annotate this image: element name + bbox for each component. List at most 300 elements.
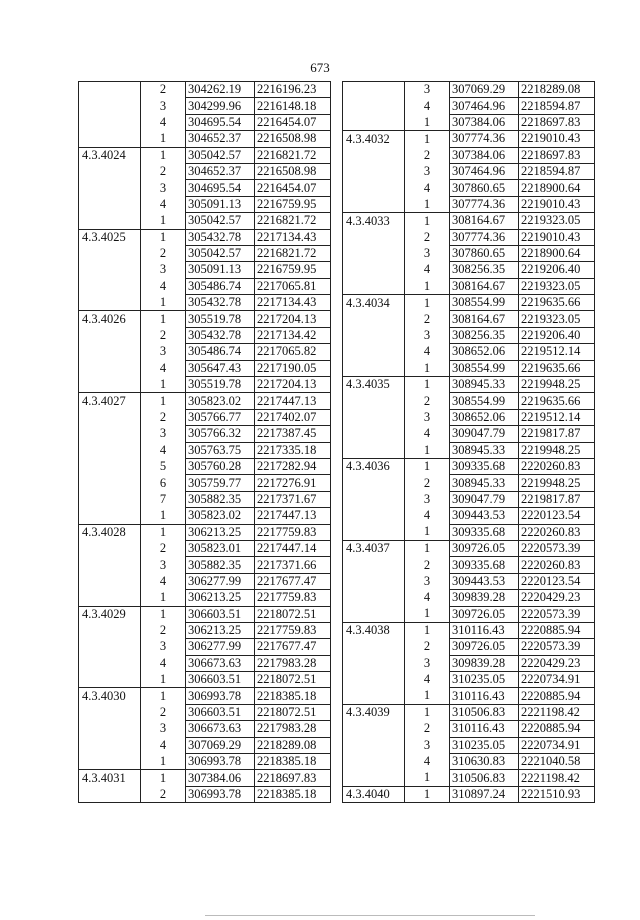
x-coordinate-cell: 308945.33: [450, 377, 519, 393]
x-coordinate-cell: 310116.43: [450, 688, 519, 704]
table-row: [79, 606, 331, 622]
table-row: [79, 491, 331, 507]
table-row: [343, 590, 595, 606]
point-number-cell: 4: [405, 672, 450, 688]
y-coordinate-cell: 2218900.64: [519, 245, 595, 261]
point-number-cell: 1: [405, 131, 450, 147]
point-number-cell: 2: [405, 147, 450, 163]
point-number-cell: 3: [141, 557, 186, 573]
x-coordinate-cell: 309443.53: [450, 508, 519, 524]
x-coordinate-cell: 305823.02: [186, 393, 255, 409]
y-coordinate-cell: 2219635.66: [519, 393, 595, 409]
parcel-id-cell: 4.3.4034: [343, 295, 405, 311]
table-row: [79, 442, 331, 458]
y-coordinate-cell: 2220885.94: [519, 622, 595, 638]
point-number-cell: 3: [141, 639, 186, 655]
point-number-cell: 3: [141, 344, 186, 360]
x-coordinate-cell: 308945.33: [450, 475, 519, 491]
y-coordinate-cell: 2218072.51: [255, 672, 331, 688]
point-number-cell: 3: [405, 163, 450, 179]
y-coordinate-cell: 2218385.18: [255, 688, 331, 704]
y-coordinate-cell: 2217677.47: [255, 573, 331, 589]
y-coordinate-cell: 2219323.05: [519, 278, 595, 294]
parcel-id-cell: [79, 344, 141, 360]
y-coordinate-cell: 2216821.72: [255, 245, 331, 261]
table-row: [343, 245, 595, 261]
table-row: [79, 131, 331, 147]
y-coordinate-cell: 2218900.64: [519, 180, 595, 196]
y-coordinate-cell: 2217387.45: [255, 426, 331, 442]
parcel-id-cell: 4.3.4037: [343, 540, 405, 556]
y-coordinate-cell: 2217983.28: [255, 655, 331, 671]
y-coordinate-cell: 2220573.39: [519, 540, 595, 556]
parcel-id-cell: [79, 163, 141, 179]
point-number-cell: 3: [141, 262, 186, 278]
point-number-cell: 2: [405, 557, 450, 573]
x-coordinate-cell: 305091.13: [186, 196, 255, 212]
y-coordinate-cell: 2217677.47: [255, 639, 331, 655]
table-row: [343, 426, 595, 442]
y-coordinate-cell: 2216454.07: [255, 114, 331, 130]
parcel-id-cell: [343, 163, 405, 179]
parcel-id-cell: [343, 524, 405, 540]
parcel-id-cell: 4.3.4031: [79, 770, 141, 786]
point-number-cell: 1: [405, 278, 450, 294]
point-number-cell: 4: [141, 442, 186, 458]
y-coordinate-cell: 2219817.87: [519, 491, 595, 507]
parcel-id-cell: [343, 426, 405, 442]
parcel-id-cell: [343, 475, 405, 491]
y-coordinate-cell: 2216821.72: [255, 147, 331, 163]
x-coordinate-cell: 308652.06: [450, 344, 519, 360]
y-coordinate-cell: 2217282.94: [255, 458, 331, 474]
point-number-cell: 1: [141, 524, 186, 540]
y-coordinate-cell: 2220734.91: [519, 672, 595, 688]
table-row: [343, 540, 595, 556]
y-coordinate-cell: 2219010.43: [519, 131, 595, 147]
parcel-id-cell: [79, 196, 141, 212]
point-number-cell: 1: [405, 377, 450, 393]
parcel-id-cell: 4.3.4038: [343, 622, 405, 638]
y-coordinate-cell: 2220573.39: [519, 606, 595, 622]
point-number-cell: 1: [141, 754, 186, 770]
y-coordinate-cell: 2216196.23: [255, 82, 331, 98]
table-row: [79, 393, 331, 409]
y-coordinate-cell: 2220260.83: [519, 557, 595, 573]
point-number-cell: 1: [405, 524, 450, 540]
x-coordinate-cell: 307774.36: [450, 196, 519, 212]
table-row: [79, 524, 331, 540]
point-number-cell: 1: [405, 196, 450, 212]
table-row: [343, 704, 595, 720]
y-coordinate-cell: 2217134.42: [255, 327, 331, 343]
y-coordinate-cell: 2219512.14: [519, 344, 595, 360]
table-row: [79, 278, 331, 294]
x-coordinate-cell: 307069.29: [450, 82, 519, 98]
parcel-id-cell: 4.3.4039: [343, 704, 405, 720]
parcel-id-cell: [79, 557, 141, 573]
parcel-id-cell: 4.3.4030: [79, 688, 141, 704]
parcel-id-cell: [79, 409, 141, 425]
y-coordinate-cell: 2218072.51: [255, 704, 331, 720]
point-number-cell: 3: [141, 721, 186, 737]
table-row: [79, 213, 331, 229]
x-coordinate-cell: 305042.57: [186, 213, 255, 229]
page-number: 673: [310, 60, 330, 75]
point-number-cell: 2: [141, 622, 186, 638]
x-coordinate-cell: 306603.51: [186, 672, 255, 688]
y-coordinate-cell: 2217204.13: [255, 377, 331, 393]
x-coordinate-cell: 308652.06: [450, 409, 519, 425]
table-row: [343, 278, 595, 294]
x-coordinate-cell: 306993.78: [186, 688, 255, 704]
point-number-cell: 2: [405, 393, 450, 409]
x-coordinate-cell: 305647.43: [186, 360, 255, 376]
point-number-cell: 2: [141, 704, 186, 720]
table-row: [343, 114, 595, 130]
parcel-id-cell: [343, 114, 405, 130]
y-coordinate-cell: 2219010.43: [519, 229, 595, 245]
table-row: [79, 262, 331, 278]
table-row: [343, 344, 595, 360]
y-coordinate-cell: 2216759.95: [255, 262, 331, 278]
parcel-id-cell: [79, 295, 141, 311]
point-number-cell: 1: [405, 442, 450, 458]
parcel-id-cell: [343, 311, 405, 327]
x-coordinate-cell: 310116.43: [450, 721, 519, 737]
x-coordinate-cell: 307384.06: [450, 147, 519, 163]
x-coordinate-cell: 306213.25: [186, 622, 255, 638]
table-row: [343, 213, 595, 229]
x-coordinate-cell: 310506.83: [450, 770, 519, 786]
point-number-cell: 1: [405, 458, 450, 474]
parcel-id-cell: [343, 442, 405, 458]
y-coordinate-cell: 2217134.43: [255, 229, 331, 245]
table-row: [79, 573, 331, 589]
table-row: [343, 229, 595, 245]
x-coordinate-cell: 308164.67: [450, 213, 519, 229]
y-coordinate-cell: 2218072.51: [255, 606, 331, 622]
parcel-id-cell: 4.3.4025: [79, 229, 141, 245]
x-coordinate-cell: 305519.78: [186, 377, 255, 393]
point-number-cell: 3: [141, 180, 186, 196]
table-row: [343, 573, 595, 589]
y-coordinate-cell: 2218385.18: [255, 786, 331, 802]
table-row: [343, 655, 595, 671]
parcel-id-cell: 4.3.4029: [79, 606, 141, 622]
parcel-id-cell: [79, 639, 141, 655]
y-coordinate-cell: 2221040.58: [519, 754, 595, 770]
table-row: [79, 557, 331, 573]
point-number-cell: 4: [405, 180, 450, 196]
point-number-cell: 2: [141, 163, 186, 179]
parcel-id-cell: [79, 98, 141, 114]
x-coordinate-cell: 305519.78: [186, 311, 255, 327]
y-coordinate-cell: 2220429.23: [519, 655, 595, 671]
x-coordinate-cell: 310506.83: [450, 704, 519, 720]
table-row: [79, 704, 331, 720]
right-coordinate-table: [342, 81, 595, 803]
parcel-id-cell: [79, 672, 141, 688]
x-coordinate-cell: 309335.68: [450, 524, 519, 540]
x-coordinate-cell: 307774.36: [450, 131, 519, 147]
parcel-id-cell: [343, 491, 405, 507]
x-coordinate-cell: 307860.65: [450, 245, 519, 261]
point-number-cell: 2: [141, 327, 186, 343]
x-coordinate-cell: 307860.65: [450, 180, 519, 196]
parcel-id-cell: [79, 754, 141, 770]
x-coordinate-cell: 308164.67: [450, 311, 519, 327]
table-row: [79, 196, 331, 212]
parcel-id-cell: [79, 213, 141, 229]
point-number-cell: 1: [141, 229, 186, 245]
parcel-id-cell: [79, 442, 141, 458]
x-coordinate-cell: 309047.79: [450, 426, 519, 442]
point-number-cell: 5: [141, 458, 186, 474]
x-coordinate-cell: 305432.78: [186, 295, 255, 311]
parcel-id-cell: [343, 245, 405, 261]
y-coordinate-cell: 2219635.66: [519, 360, 595, 376]
y-coordinate-cell: 2219948.25: [519, 442, 595, 458]
x-coordinate-cell: 310116.43: [450, 622, 519, 638]
point-number-cell: 1: [405, 622, 450, 638]
y-coordinate-cell: 2220260.83: [519, 458, 595, 474]
table-row: [79, 737, 331, 753]
x-coordinate-cell: 309839.28: [450, 655, 519, 671]
point-number-cell: 4: [405, 754, 450, 770]
point-number-cell: 3: [405, 655, 450, 671]
x-coordinate-cell: 306213.25: [186, 524, 255, 540]
y-coordinate-cell: 2220734.91: [519, 737, 595, 753]
table-row: [343, 442, 595, 458]
point-number-cell: 1: [405, 114, 450, 130]
y-coordinate-cell: 2218697.83: [255, 770, 331, 786]
point-number-cell: 1: [141, 672, 186, 688]
parcel-id-cell: [343, 278, 405, 294]
table-row: [343, 163, 595, 179]
parcel-id-cell: [79, 491, 141, 507]
y-coordinate-cell: 2218289.08: [519, 82, 595, 98]
point-number-cell: 4: [405, 426, 450, 442]
point-number-cell: 2: [141, 245, 186, 261]
x-coordinate-cell: 305763.75: [186, 442, 255, 458]
table-row: [79, 754, 331, 770]
x-coordinate-cell: 307464.96: [450, 163, 519, 179]
point-number-cell: 4: [141, 196, 186, 212]
y-coordinate-cell: 2217447.14: [255, 540, 331, 556]
table-row: [343, 508, 595, 524]
x-coordinate-cell: 305486.74: [186, 344, 255, 360]
parcel-id-cell: [79, 327, 141, 343]
parcel-id-cell: 4.3.4032: [343, 131, 405, 147]
point-number-cell: 3: [405, 327, 450, 343]
x-coordinate-cell: 309335.68: [450, 458, 519, 474]
point-number-cell: 4: [405, 590, 450, 606]
point-number-cell: 1: [141, 590, 186, 606]
y-coordinate-cell: 2217276.91: [255, 475, 331, 491]
point-number-cell: 3: [141, 98, 186, 114]
x-coordinate-cell: 308256.35: [450, 262, 519, 278]
y-coordinate-cell: 2217134.43: [255, 295, 331, 311]
point-number-cell: 2: [405, 475, 450, 491]
y-coordinate-cell: 2219323.05: [519, 213, 595, 229]
x-coordinate-cell: 306603.51: [186, 606, 255, 622]
parcel-id-cell: 4.3.4026: [79, 311, 141, 327]
y-coordinate-cell: 2217335.18: [255, 442, 331, 458]
table-row: [343, 82, 595, 98]
x-coordinate-cell: 309726.05: [450, 639, 519, 655]
parcel-id-cell: [343, 606, 405, 622]
x-coordinate-cell: 304652.37: [186, 131, 255, 147]
y-coordinate-cell: 2219206.40: [519, 327, 595, 343]
point-number-cell: 1: [405, 770, 450, 786]
point-number-cell: 7: [141, 491, 186, 507]
x-coordinate-cell: 308164.67: [450, 278, 519, 294]
parcel-id-cell: [343, 262, 405, 278]
y-coordinate-cell: 2220123.54: [519, 508, 595, 524]
point-number-cell: 1: [405, 213, 450, 229]
parcel-id-cell: 4.3.4035: [343, 377, 405, 393]
point-number-cell: 4: [141, 114, 186, 130]
x-coordinate-cell: 309443.53: [450, 573, 519, 589]
table-row: [343, 557, 595, 573]
parcel-id-cell: [343, 737, 405, 753]
point-number-cell: 1: [141, 508, 186, 524]
x-coordinate-cell: 304262.19: [186, 82, 255, 98]
table-row: [343, 262, 595, 278]
point-number-cell: 2: [141, 82, 186, 98]
x-coordinate-cell: 308256.35: [450, 327, 519, 343]
x-coordinate-cell: 309726.05: [450, 540, 519, 556]
table-row: [79, 655, 331, 671]
y-coordinate-cell: 2216508.98: [255, 163, 331, 179]
parcel-id-cell: [79, 131, 141, 147]
x-coordinate-cell: 305091.13: [186, 262, 255, 278]
table-row: [343, 360, 595, 376]
parcel-id-cell: [343, 655, 405, 671]
parcel-id-cell: [343, 672, 405, 688]
table-row: [79, 639, 331, 655]
parcel-id-cell: [79, 704, 141, 720]
x-coordinate-cell: 304695.54: [186, 180, 255, 196]
table-row: [79, 770, 331, 786]
parcel-id-cell: [79, 262, 141, 278]
y-coordinate-cell: 2217065.81: [255, 278, 331, 294]
x-coordinate-cell: 305486.74: [186, 278, 255, 294]
point-number-cell: 3: [405, 737, 450, 753]
point-number-cell: 2: [141, 540, 186, 556]
point-number-cell: 4: [405, 98, 450, 114]
parcel-id-cell: [343, 639, 405, 655]
point-number-cell: 2: [405, 229, 450, 245]
point-number-cell: 4: [141, 573, 186, 589]
y-coordinate-cell: 2220429.23: [519, 590, 595, 606]
parcel-id-cell: [343, 409, 405, 425]
point-number-cell: 1: [405, 295, 450, 311]
x-coordinate-cell: 304299.96: [186, 98, 255, 114]
x-coordinate-cell: 305823.01: [186, 540, 255, 556]
point-number-cell: 4: [141, 737, 186, 753]
table-row: [79, 508, 331, 524]
x-coordinate-cell: 310630.83: [450, 754, 519, 770]
table-row: [79, 786, 331, 802]
parcel-id-cell: [79, 114, 141, 130]
point-number-cell: 2: [141, 786, 186, 802]
point-number-cell: 4: [141, 278, 186, 294]
x-coordinate-cell: 306673.63: [186, 655, 255, 671]
table-row: [343, 295, 595, 311]
parcel-id-cell: [343, 688, 405, 704]
y-coordinate-cell: 2219010.43: [519, 196, 595, 212]
y-coordinate-cell: 2218289.08: [255, 737, 331, 753]
y-coordinate-cell: 2217447.13: [255, 393, 331, 409]
y-coordinate-cell: 2220885.94: [519, 688, 595, 704]
table-row: [79, 426, 331, 442]
table-row: [343, 491, 595, 507]
table-row: [343, 737, 595, 753]
parcel-id-cell: [79, 786, 141, 802]
y-coordinate-cell: 2219323.05: [519, 311, 595, 327]
table-row: [343, 672, 595, 688]
x-coordinate-cell: 308945.33: [450, 442, 519, 458]
parcel-id-cell: [343, 508, 405, 524]
point-number-cell: 1: [141, 770, 186, 786]
point-number-cell: 1: [141, 131, 186, 147]
point-number-cell: 1: [405, 688, 450, 704]
parcel-id-cell: 4.3.4024: [79, 147, 141, 163]
parcel-id-cell: 4.3.4033: [343, 213, 405, 229]
point-number-cell: 1: [141, 311, 186, 327]
x-coordinate-cell: 306993.78: [186, 786, 255, 802]
x-coordinate-cell: 308554.99: [450, 393, 519, 409]
parcel-id-cell: [79, 508, 141, 524]
point-number-cell: 2: [405, 311, 450, 327]
x-coordinate-cell: 304695.54: [186, 114, 255, 130]
y-coordinate-cell: 2217759.83: [255, 524, 331, 540]
parcel-id-cell: 4.3.4027: [79, 393, 141, 409]
table-row: [343, 688, 595, 704]
x-coordinate-cell: 306673.63: [186, 721, 255, 737]
parcel-id-cell: [79, 475, 141, 491]
x-coordinate-cell: 305760.28: [186, 458, 255, 474]
x-coordinate-cell: 305432.78: [186, 229, 255, 245]
table-row: [343, 196, 595, 212]
point-number-cell: 3: [405, 82, 450, 98]
table-row: [79, 672, 331, 688]
parcel-id-cell: [343, 344, 405, 360]
table-row: [79, 82, 331, 98]
table-row: [343, 147, 595, 163]
x-coordinate-cell: 310897.24: [450, 786, 519, 802]
y-coordinate-cell: 2218697.83: [519, 114, 595, 130]
parcel-id-cell: 4.3.4028: [79, 524, 141, 540]
y-coordinate-cell: 2218594.87: [519, 163, 595, 179]
x-coordinate-cell: 306277.99: [186, 639, 255, 655]
parcel-id-cell: [79, 622, 141, 638]
table-row: [343, 311, 595, 327]
parcel-id-cell: [343, 196, 405, 212]
y-coordinate-cell: 2219817.87: [519, 426, 595, 442]
y-coordinate-cell: 2220885.94: [519, 721, 595, 737]
y-coordinate-cell: 2216508.98: [255, 131, 331, 147]
parcel-id-cell: [343, 327, 405, 343]
y-coordinate-cell: 2220573.39: [519, 639, 595, 655]
point-number-cell: 1: [405, 786, 450, 802]
parcel-id-cell: [79, 278, 141, 294]
point-number-cell: 1: [141, 377, 186, 393]
y-coordinate-cell: 2219948.25: [519, 475, 595, 491]
x-coordinate-cell: 306213.25: [186, 590, 255, 606]
